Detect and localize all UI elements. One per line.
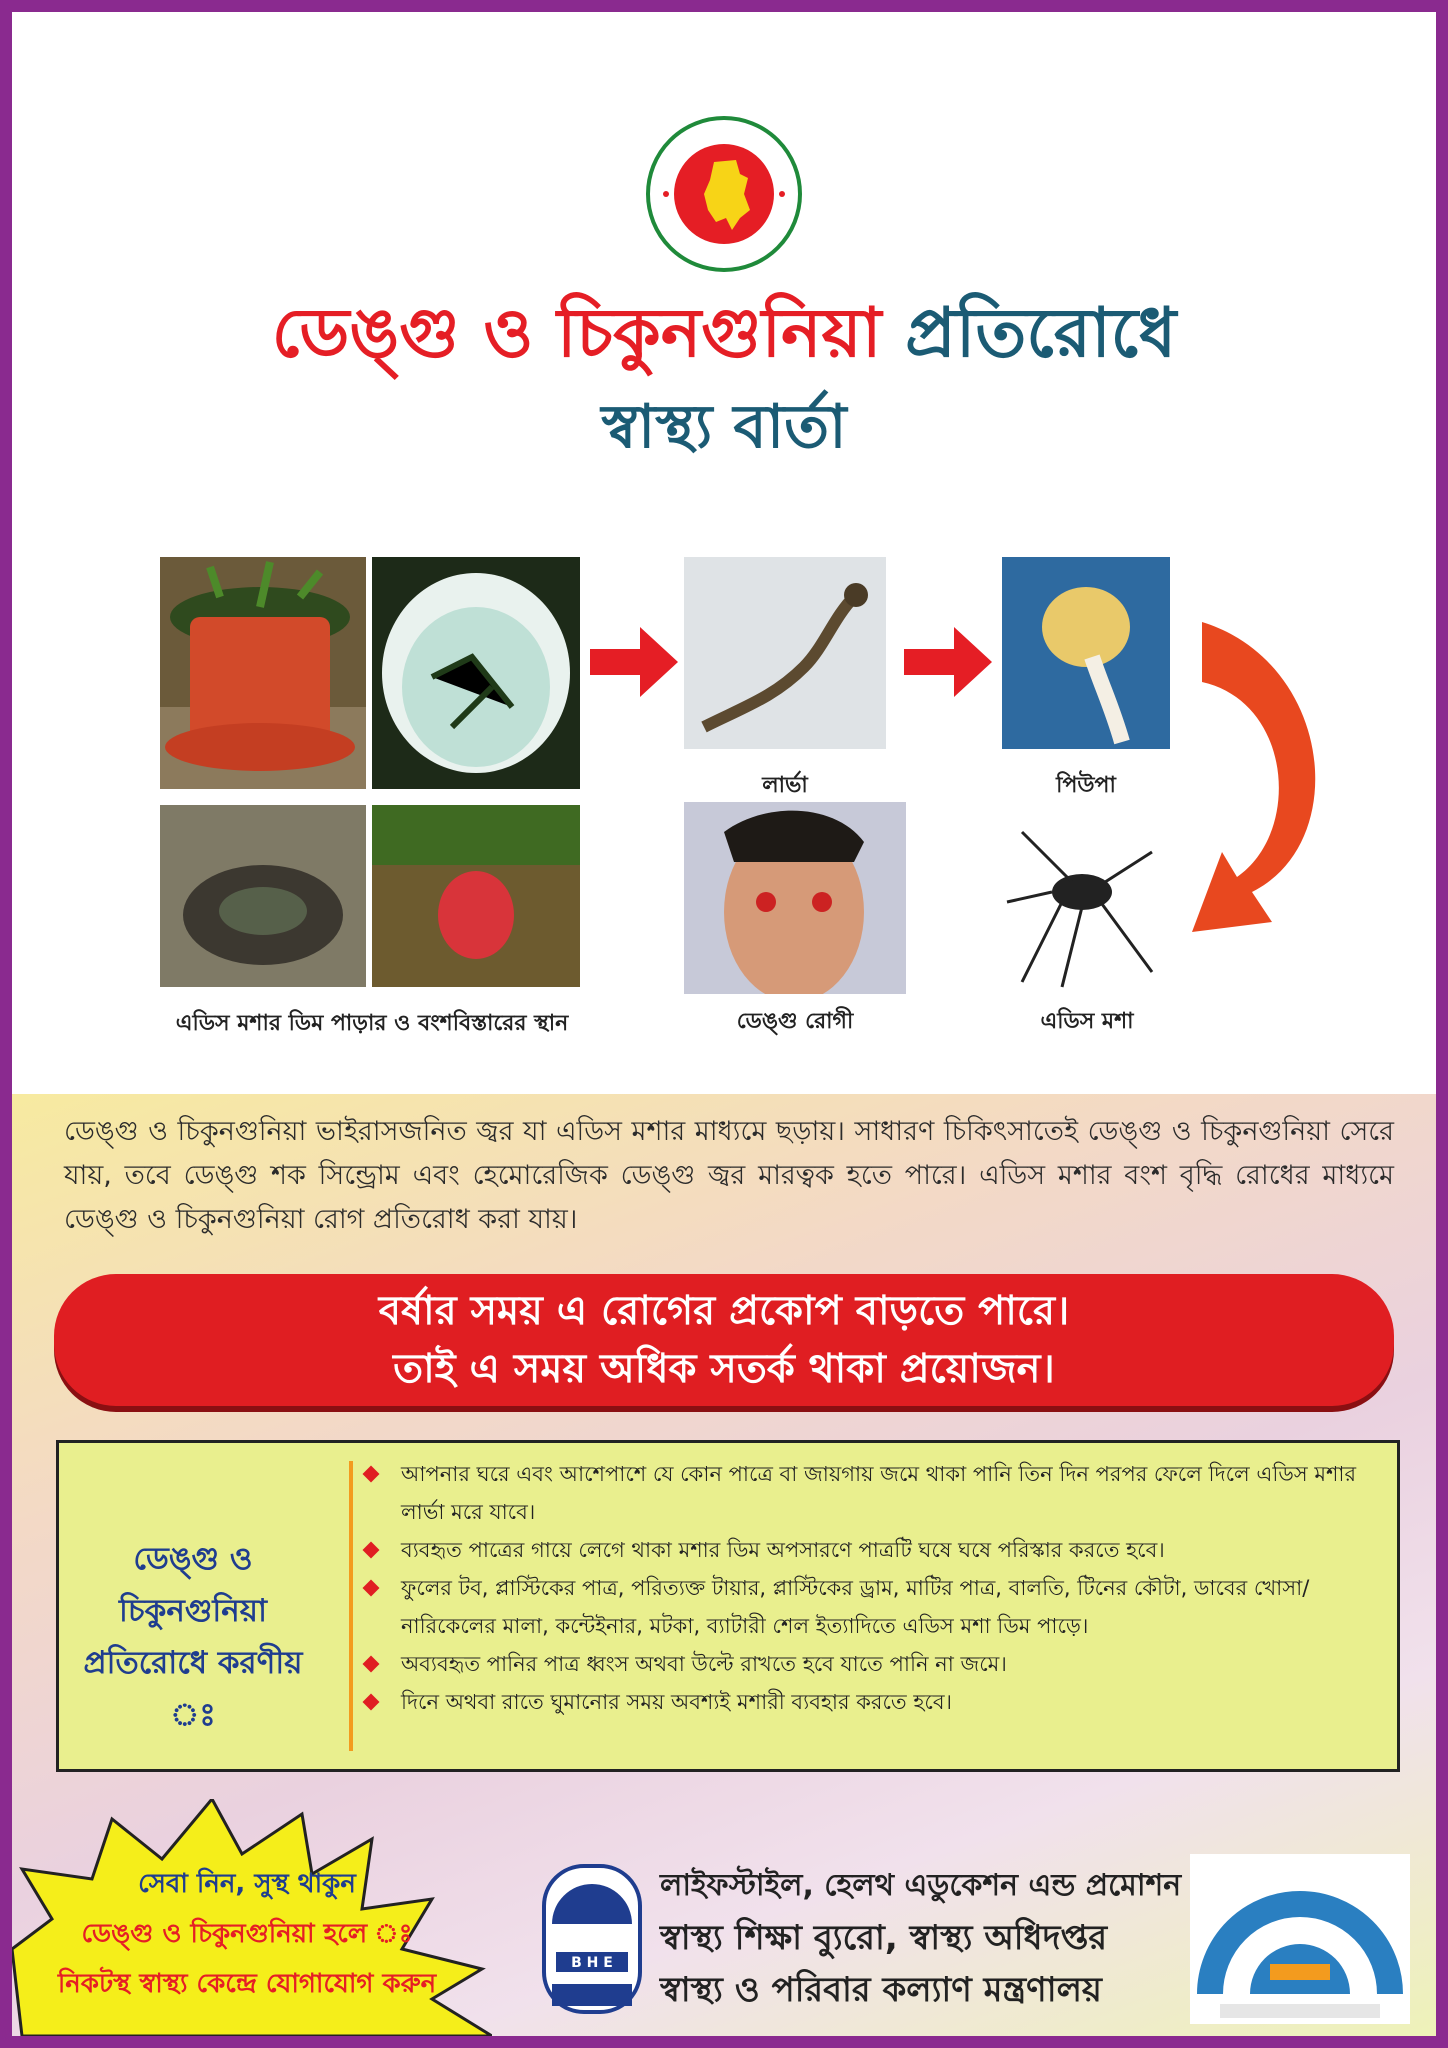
list-item-text: দিনে অথবা রাতে ঘুমানোর সময় অবশ্যই মশারী ব্যবহার করতে হবে। — [401, 1690, 953, 1714]
diamond-bullet-icon — [363, 1694, 380, 1711]
burst-line-2: ডেঙ্গু ও চিকুনগুনিয়া হলে ঃ — [81, 1919, 413, 1949]
diamond-bullet-icon — [363, 1580, 380, 1597]
caption-patient: ডেঙ্গু রোগী — [736, 1009, 854, 1034]
list-item-text: আপনার ঘরে এবং আশেপাশে যে কোন পাত্রে বা জায়গায় জমে থাকা পানি তিন দিন পরপর ফেলে দিলে এডিস মশার লার্ভা মরে যাবে। — [401, 1462, 1357, 1524]
arrow-right-icon — [590, 627, 678, 697]
caption-breeding: এডিস মশার ডিম পাড়ার ও বংশবিস্তারের স্থান — [175, 1011, 569, 1036]
old-tire-photo — [160, 805, 366, 987]
subtitle: স্বাস্থ্য বার্তা — [601, 392, 847, 462]
alert-line-2: তাই এ সময় অধিক সতর্ক থাকা প্রয়োজন। — [393, 1346, 1055, 1392]
diamond-bullet-icon — [363, 1542, 380, 1559]
coconut-shell-photo — [372, 805, 580, 987]
diamond-bullet-icon — [363, 1656, 380, 1673]
dengue-patient-photo — [684, 802, 906, 994]
intro-paragraph: ডেঙ্গু ও চিকুনগুনিয়া ভাইরাসজনিত জ্বর যা এডিস মশার মাধ্যমে ছড়ায়। সাধারণ চিকিৎসাতেই ডেঙ্গু ও চিকুনগুনিয়া সেরে যায়, তবে ডেঙ্গু শক সিন্ড্রোম এবং হেমোরেজিক ডেঙ্গু জ্বর মারত্বক হতে পারে। এডিস মশার বংশ বৃদ্ধি রোধের মাধ্যমে ডেঙ্গু ও চিকুনগুনিয়া রোগ প্রতিরোধ করা যায়। — [64, 1116, 1394, 1235]
org-line-2: স্বাস্থ্য শিক্ষা ব্যুরো, স্বাস্থ্য অধিদপ্তর — [660, 1918, 1108, 1958]
alert-banner — [54, 1274, 1394, 1406]
caption-mosquito: এডিস মশা — [1040, 1009, 1134, 1034]
burst-text — [22, 1859, 472, 2009]
org-line-1: লাইফস্টাইল, হেলথ এডুকেশন এন্ড প্রমোশন — [660, 1868, 1182, 1903]
government-seal-logo — [644, 114, 804, 274]
larva-photo — [684, 557, 886, 749]
burst-line-1: সেবা নিন, সুস্থ থাকুন — [138, 1869, 356, 1899]
water-bucket-photo — [372, 557, 580, 789]
actions-heading — [73, 1533, 313, 1741]
poster — [12, 12, 1436, 2036]
actions-heading-line-2: প্রতিরোধে করণীয় ঃ — [83, 1645, 303, 1733]
caption-larva: লার্ভা — [762, 773, 808, 798]
info-section — [12, 1094, 1436, 2036]
diamond-bullet-icon — [363, 1466, 380, 1483]
actions-list — [361, 1455, 1381, 1721]
organization-credits — [660, 1860, 1220, 2016]
hpnsp-logo — [1190, 1854, 1410, 2024]
title-teal-part: প্রতিরোধে — [905, 294, 1177, 373]
list-item — [361, 1645, 1381, 1683]
list-item-text: ব্যবহৃত পাত্রের গায়ে লেগে থাকা মশার ডিম অপসারণে পাত্রটি ঘষে ঘষে পরিস্কার করতে হবে। — [401, 1538, 1165, 1562]
list-item — [361, 1683, 1381, 1721]
list-item — [361, 1455, 1381, 1531]
main-title — [12, 292, 1436, 376]
flower-pot-photo — [160, 557, 366, 789]
actions-box — [56, 1440, 1400, 1772]
burst-line-3: নিকটস্থ স্বাস্থ্য কেন্দ্রে যোগাযোগ করুন — [57, 1969, 437, 1999]
arrow-right-icon — [904, 627, 992, 697]
caption-pupa: পিউপা — [1056, 773, 1116, 798]
title-red-part: ডেঙ্গু ও চিকুনগুনিয়া — [271, 294, 882, 373]
list-item-text: অব্যবহৃত পানির পাত্র ধ্বংস অথবা উল্টে রাখতে হবে যাতে পানি না জমে। — [401, 1652, 1007, 1676]
aedes-mosquito-photo — [1002, 812, 1172, 992]
actions-heading-line-1: ডেঙ্গু ও চিকুনগুনিয়া — [119, 1541, 267, 1629]
list-item-text: ফুলের টব, প্লাস্টিকের পাত্র, পরিত্যক্ত টায়ার, প্লাস্টিকের ড্রাম, মাটির পাত্র, বালতি, টিনের কৌটা, ডাবের খোসা/নারিকেলের মালা, কন্টেইনার, মটকা, ব্যাটারী শেল ইত্যাদিতে এডিস মশা ডিম পাড়ে। — [401, 1576, 1310, 1638]
svg-text:B H E: B H E — [571, 1955, 613, 1971]
org-line-3: স্বাস্থ্য ও পরিবার কল্যাণ মন্ত্রণালয় — [660, 1970, 1102, 2010]
curved-arrow-icon — [1192, 622, 1332, 962]
bhe-logo — [542, 1864, 642, 2014]
list-item — [361, 1569, 1381, 1645]
divider — [349, 1461, 353, 1751]
list-item — [361, 1531, 1381, 1569]
alert-line-1: বর্ষার সময় এ রোগের প্রকোপ বাড়তে পারে। — [378, 1288, 1070, 1334]
pupa-photo — [1002, 557, 1170, 749]
